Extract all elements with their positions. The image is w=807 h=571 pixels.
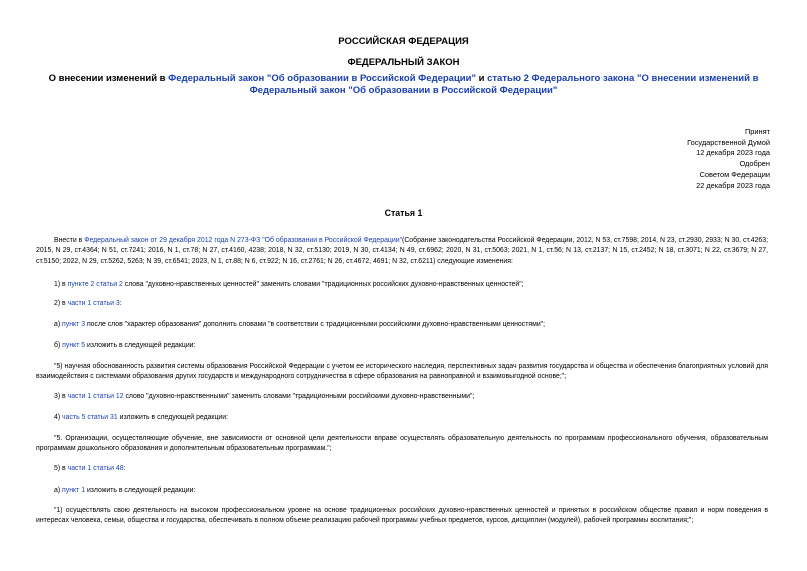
item-text: 1) в xyxy=(54,281,68,288)
item-2-link[interactable]: части 1 статьи 3 xyxy=(67,300,120,307)
adoption-block xyxy=(687,127,770,191)
item-5a-paragraph xyxy=(36,486,768,496)
approval-line: Одобрен xyxy=(739,159,770,169)
item-text: а) xyxy=(54,321,63,328)
item-5a-link[interactable]: пункт 1 xyxy=(62,487,86,494)
item-text: 2) в xyxy=(54,300,68,307)
item-1-link[interactable]: пункте 2 статьи 2 xyxy=(67,281,123,288)
item-text: 3) в xyxy=(54,393,68,400)
quoted-part-5-paragraph: "5. Организации, осуществляющие обучение, вне зависимости от основной цели деятельности вправе осуществлять образовательную деятельность по программам профессионального обучения, образовательным программам дошкольного образования и дополнительным образовательным программам."; xyxy=(36,435,768,453)
item-text: после слов "характер образования" дополнить словами "в соответствии с традиционными российскими духовно-нравственными ценностями"; xyxy=(85,321,546,328)
quoted-point-1-paragraph: "1) осуществлять свою деятельность на высоком профессиональном уровне на основе традиционных российских духовно-нравственных ценностей и принятых в российском обществе правил и норм поведения в интересах человека, семьи, общества и государства, обеспечивать в полном объеме реализацию рабочей программы учебных предметов, курсов, дисциплин (модулей), рабочей программы воспитания;"; xyxy=(36,507,768,525)
item-4-link[interactable]: часть 5 статьи 31 xyxy=(62,414,118,421)
country-heading: РОССИЙСКАЯ ФЕДЕРАЦИЯ xyxy=(338,36,469,47)
item-2a-link[interactable]: пункт 3 xyxy=(62,321,86,328)
item-2b-paragraph xyxy=(36,341,768,351)
item-text: изложить в следующей редакции: xyxy=(85,342,196,349)
intro-law-link[interactable]: Федеральный закон от 29 декабря 2012 года N 273-ФЗ "Об образовании в Российской Федерации" xyxy=(84,237,403,244)
item-2-paragraph xyxy=(36,299,768,309)
item-5-paragraph xyxy=(36,464,768,474)
item-text: изложить в следующей редакции: xyxy=(117,414,229,421)
intro-paragraph xyxy=(36,236,768,267)
item-2a-paragraph xyxy=(36,320,768,330)
adoption-line: Государственной Думой xyxy=(687,137,770,147)
item-3-paragraph xyxy=(36,392,768,402)
item-text: 5) в xyxy=(54,465,68,472)
quoted-item-5-paragraph: "5) научная обоснованность развития системы образования Российской Федерации с учетом ее исторического наследия, перспективных задач развития государства и общества и обеспечения благоприятных условий для взаимодействия с системами образования других государств и международного сотрудничества в сфере образования на равноправной и взаимовыгодной основе;"; xyxy=(36,363,768,381)
law-title-prefix: О внесении изменений в xyxy=(48,73,169,84)
article-heading: Статья 1 xyxy=(384,208,423,218)
item-3-link[interactable]: части 1 статьи 12 xyxy=(67,393,124,400)
item-2b-link[interactable]: пункт 5 xyxy=(62,342,86,349)
item-text: а) xyxy=(54,487,63,494)
item-text: слова "духовно-нравственных ценностей" заменить словами "традиционных российских духовно-нравственных ценностей"; xyxy=(122,281,524,288)
item-text: слово "духовно-нравственными" заменить словами "традиционными российскими духовно-нравственными"; xyxy=(123,393,475,400)
law-title-link-education-law[interactable]: Федеральный закон "Об образовании в Российской Федерации" xyxy=(168,73,476,84)
law-title xyxy=(36,73,771,97)
item-1-paragraph xyxy=(36,280,768,290)
law-title-conjunction: и xyxy=(476,73,488,84)
item-text: : xyxy=(119,300,122,307)
item-text: 4) xyxy=(54,414,63,421)
item-text: : xyxy=(123,465,126,472)
item-text: б) xyxy=(54,342,63,349)
adoption-line: 12 декабря 2023 года xyxy=(696,148,770,158)
approval-line: Советом Федерации xyxy=(699,169,770,179)
item-text: изложить в следующей редакции: xyxy=(85,487,196,494)
item-5-link[interactable]: части 1 статьи 48 xyxy=(67,465,124,472)
intro-text: (Собрание законодательства Российской Федерации, 2012, N 53, ст.7598; 2014, N 23, ст.2930, 2933; N 30, ст.4263; 2015, N 29, ст.4364; N 51, ст.7241; 2016, N 1, ст.78; N 27, ст.4160, 4238; 2018, N 32, ст.5130; 2019, N 30, ст.4134; N 49, ст.6962; 2020, N 31, ст.5063; 2021, N 1, ст.56; N 13, ст.2137; N 15, ст.2452; N 18, ст.3071; N 22, ст.3679; N 27, ст.5150; 2022, N 29, ст.5262, 5263; N 39, ст.6541; 2023, N 1, ст.88; N 6, ст.922; N 16, ст.2761; N 26, ст.4672, 4691; N 32, ст.6211) следующие изменения: xyxy=(36,237,768,265)
approval-line: 22 декабря 2023 года xyxy=(696,180,770,190)
item-4-paragraph xyxy=(36,413,768,423)
intro-prefix: Внести в xyxy=(54,237,85,244)
adoption-line: Принят xyxy=(744,127,770,136)
law-title-link-article-2[interactable]: статью 2 Федерального закона "О внесении изменений в Федеральный закон "Об образовании в Российской Федерации" xyxy=(249,73,759,96)
law-type-heading: ФЕДЕРАЛЬНЫЙ ЗАКОН xyxy=(347,57,460,68)
